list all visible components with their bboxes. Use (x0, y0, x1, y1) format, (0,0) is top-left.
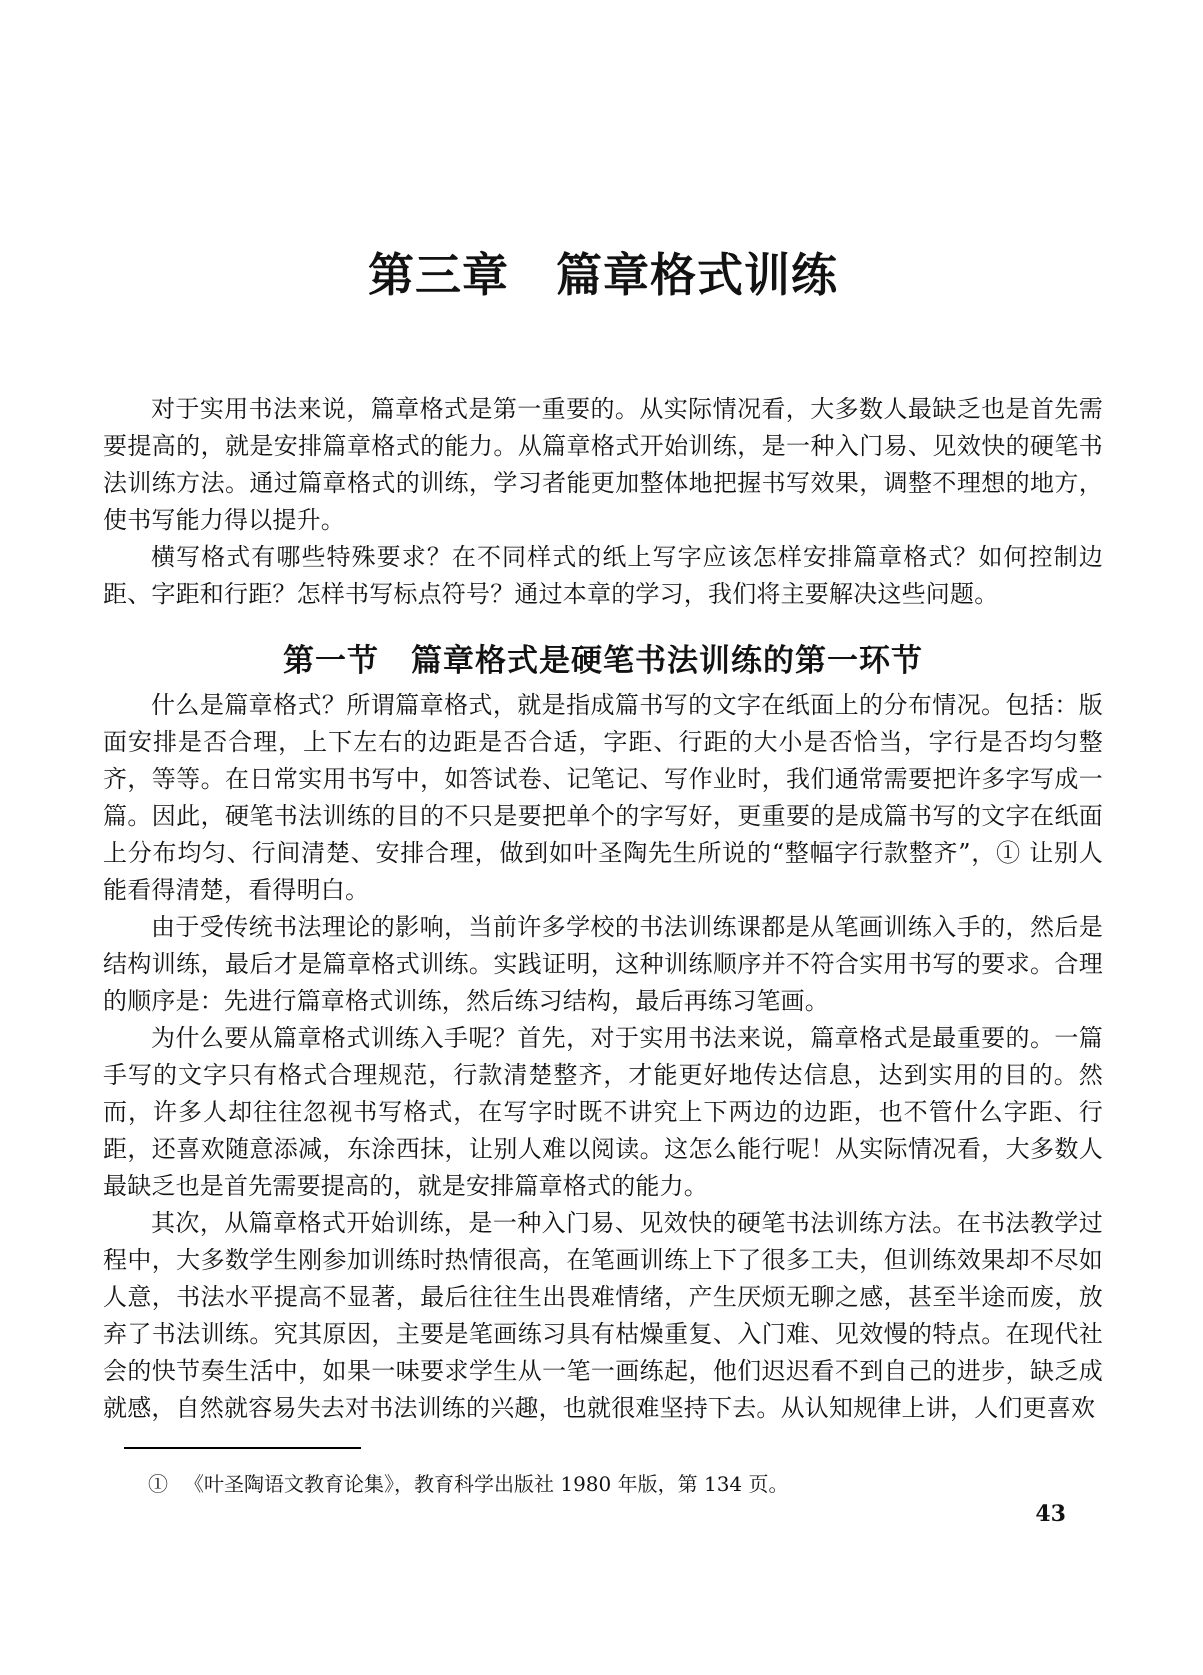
section-paragraph-1: 什么是篇章格式？所谓篇章格式，就是指成篇书写的文字在纸面上的分布情况。包括：版面安排是否合理，上下左右的边距是否合适，字距、行距的大小是否恰当，字行是否均匀整齐，等等。在日常实用书写中，如答试卷、记笔记、写作业时，我们通常需要把许多字写成一篇。因此，硬笔书法训练的目的不只是要把单个的字写好，更重要的是成篇书写的文字在纸面上分布均匀、行间清楚、安排合理，做到如叶圣陶先生所说的“整幅字行款整齐”，① 让别人能看得清楚，看得明白。 (103, 690, 1103, 904)
footnote-divider (124, 1447, 361, 1449)
section-paragraph-4: 其次，从篇章格式开始训练，是一种入门易、见效快的硬笔书法训练方法。在书法教学过程中，大多数学生刚参加训练时热情很高，在笔画训练上下了很多工夫，但训练效果却不尽如人意，书法水平提高不显著，最后往往生出畏难情绪，产生厌烦无聊之感，甚至半途而废，放弃了书法训练。究其原因，主要是笔画练习具有枯燥重复、入门难、见效慢的特点。在现代社会的快节奏生活中，如果一味要求学生从一笔一画练起，他们迟迟看不到自己的进步，缺乏成就感，自然就容易失去对书法训练的兴趣，也就很难坚持下去。从认知规律上讲，人们更喜欢 (103, 1208, 1103, 1422)
footnote (103, 1469, 1103, 1499)
intro-paragraph-1: 对于实用书法来说，篇章格式是第一重要的。从实际情况看，大多数人最缺乏也是首先需要提高的，就是安排篇章格式的能力。从篇章格式开始训练，是一种入门易、见效快的硬笔书法训练方法。通过篇章格式的训练，学习者能更加整体地把握书写效果，调整不理想的地方，使书写能力得以提升。 (103, 394, 1103, 534)
section-paragraph-2: 由于受传统书法理论的影响，当前许多学校的书法训练课都是从笔画训练入手的，然后是结构训练，最后才是篇章格式训练。实践证明，这种训练顺序并不符合实用书写的要求。合理的顺序是：先进行篇章格式训练，然后练习结构，最后再练习笔画。 (103, 912, 1103, 1015)
page-content (103, 0, 1103, 1499)
chapter-title: 第三章 篇章格式训练 (368, 248, 838, 302)
intro-paragraph-2: 横写格式有哪些特殊要求？在不同样式的纸上写字应该怎样安排篇章格式？如何控制边距、字距和行距？怎样书写标点符号？通过本章的学习，我们将主要解决这些问题。 (103, 542, 1103, 608)
section-title: 第一节 篇章格式是硬笔书法训练的第一环节 (283, 642, 923, 679)
footnote-marker: ① (148, 1471, 168, 1496)
body-text (103, 391, 1103, 1427)
page-number: 43 (1035, 1501, 1066, 1527)
footnote-text: 《叶圣陶语文教育论集》，教育科学出版社 1980 年版，第 134 页。 (184, 1471, 789, 1496)
section-paragraph-3: 为什么要从篇章格式训练入手呢？首先，对于实用书法来说，篇章格式是最重要的。一篇手写的文字只有格式合理规范，行款清楚整齐，才能更好地传达信息，达到实用的目的。然而，许多人却往往忽视书写格式，在写字时既不讲究上下两边的边距，也不管什么字距、行距，还喜欢随意添减，东涂西抹，让别人难以阅读。这怎么能行呢！从实际情况看，大多数人最缺乏也是首先需要提高的，就是安排篇章格式的能力。 (103, 1023, 1103, 1200)
